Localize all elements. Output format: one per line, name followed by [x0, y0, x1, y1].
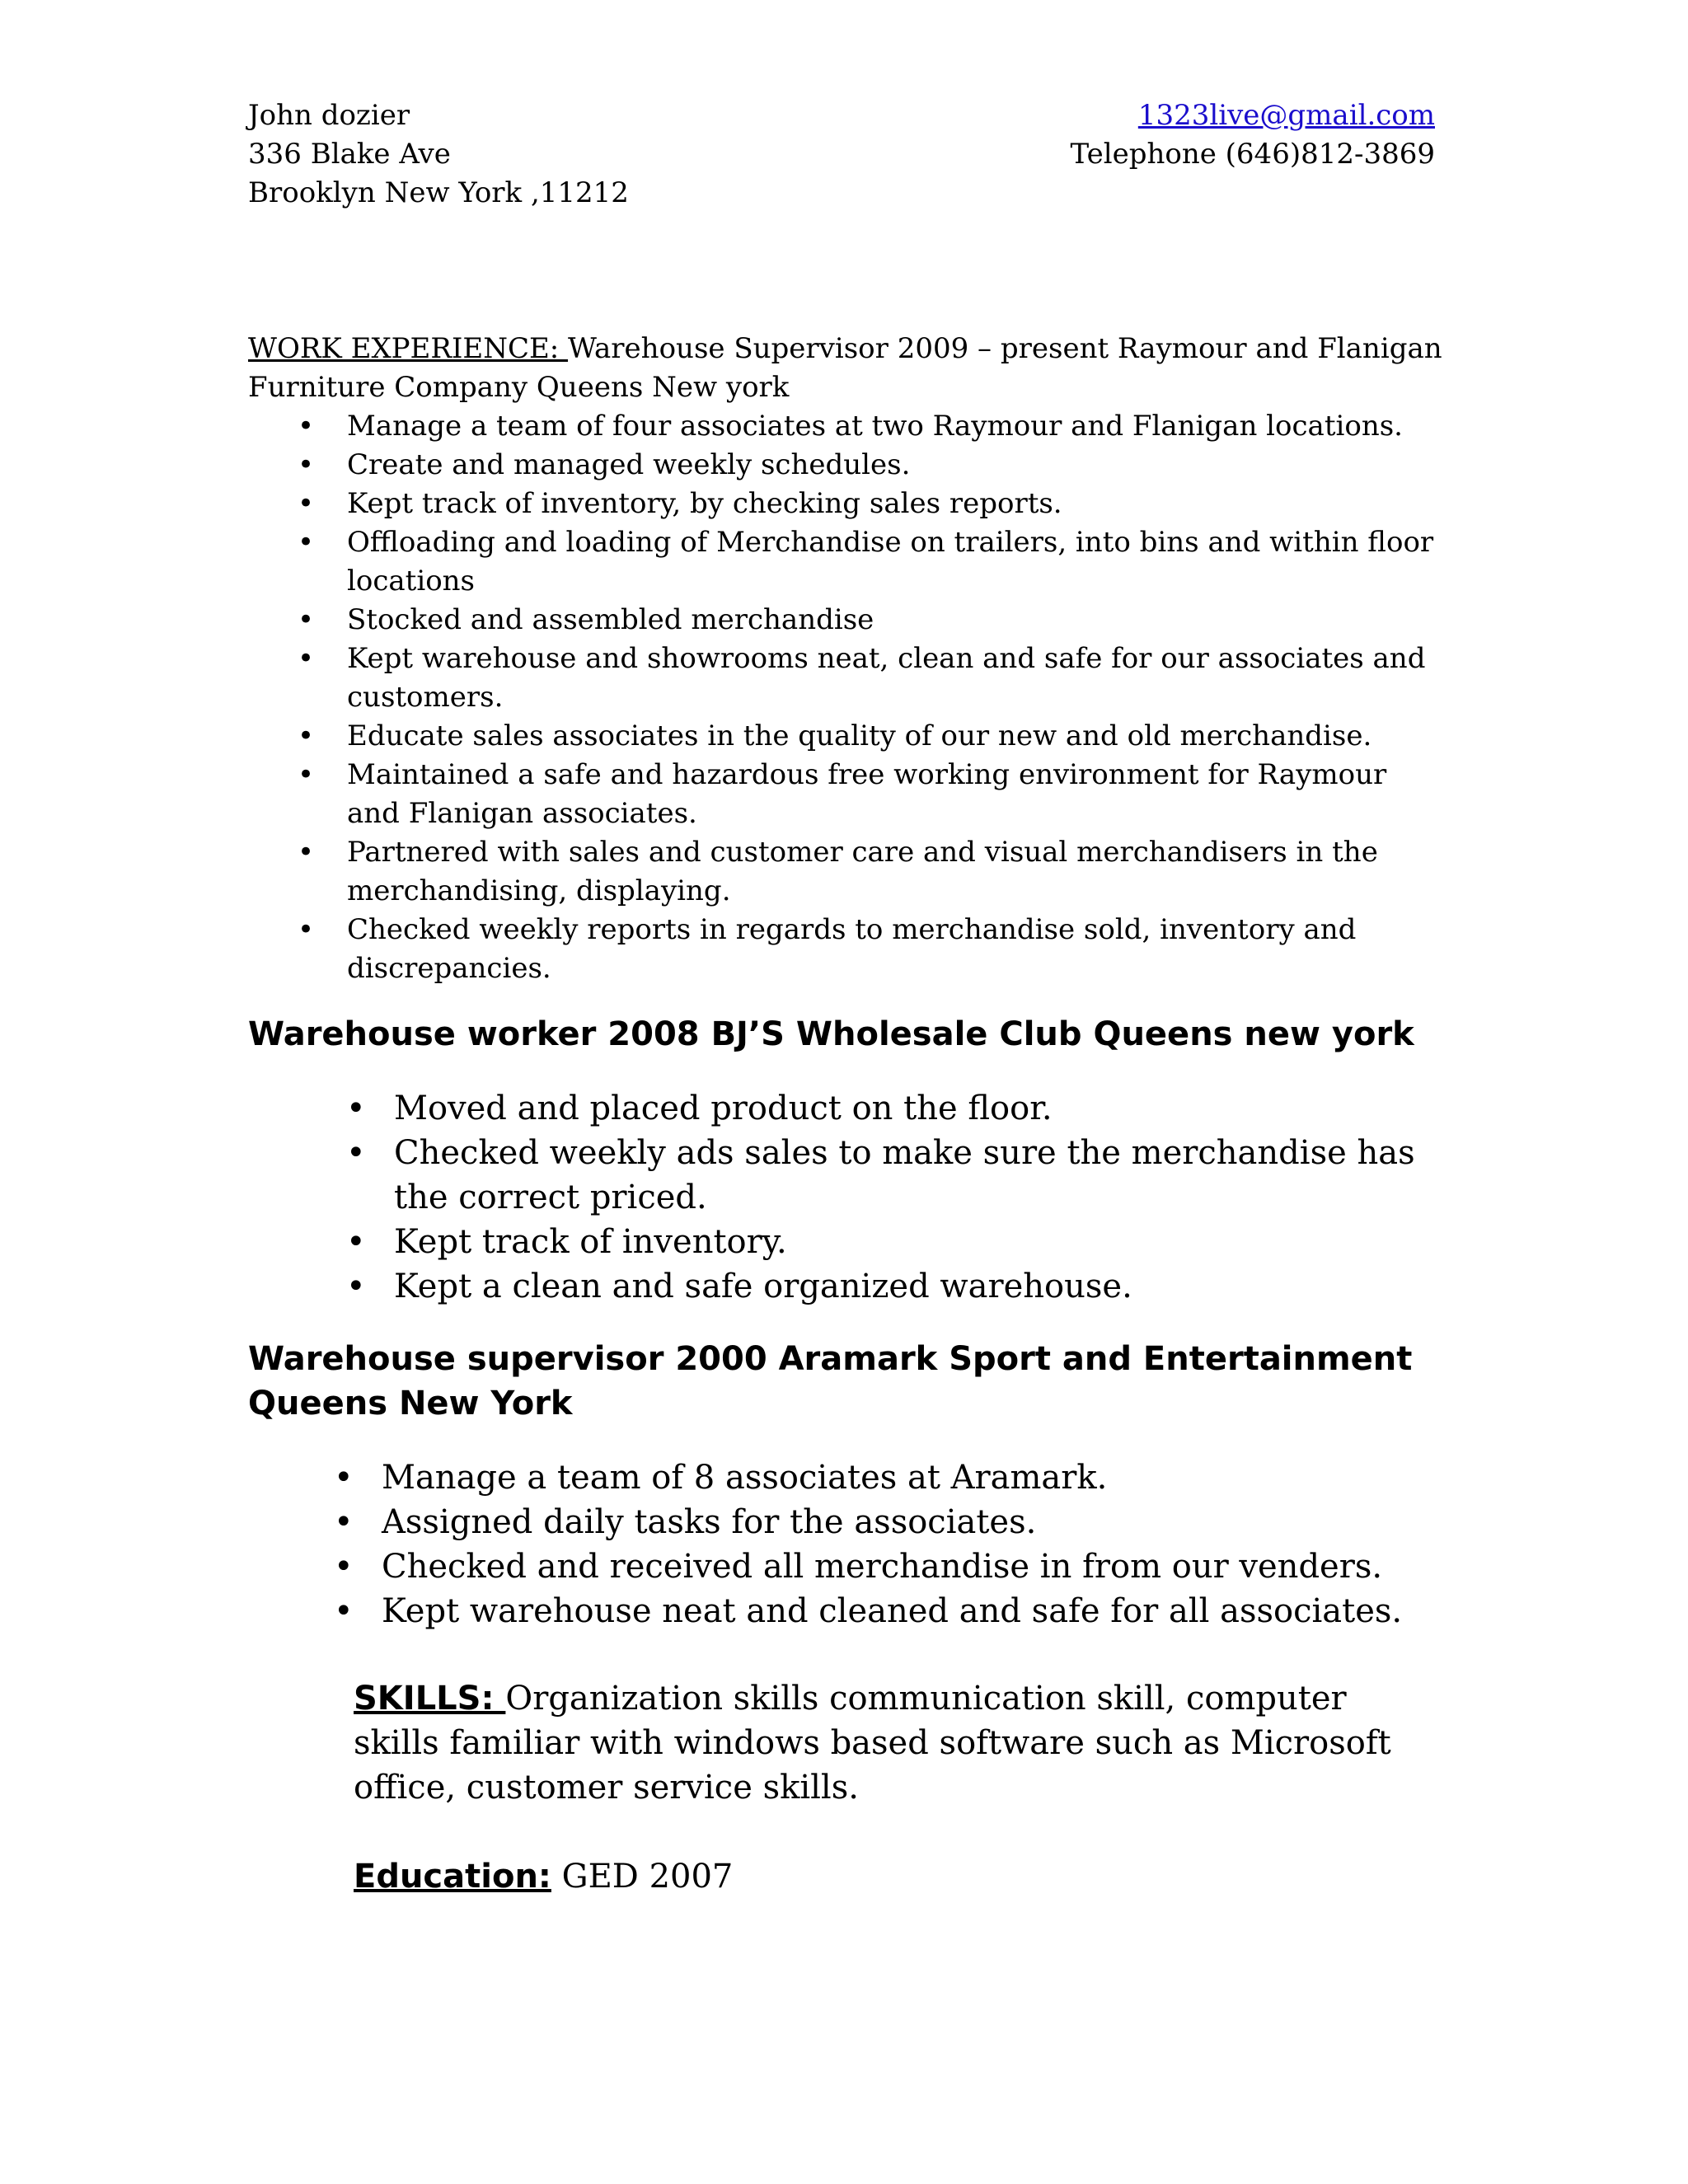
- list-item: • Checked weekly reports in regards to merchandise sold, inventory and discrepancies.: [248, 911, 1443, 988]
- skills-text: Organization skills communication skill, computer skills familiar with windows based software such as Microsoft office, customer service skills.: [354, 1680, 1391, 1807]
- list-item: • Kept track of inventory, by checking sales reports.: [248, 485, 1443, 523]
- job1-title-line2: Furniture Company Queens New york: [248, 371, 790, 404]
- job2-title: Warehouse worker 2008 BJ’S Wholesale Club Queens new york: [248, 1015, 1414, 1053]
- list-item: • Kept warehouse and showrooms neat, clean and safe for our associates and customers.: [248, 640, 1443, 717]
- address-line-1: 336 Blake Ave: [248, 138, 451, 171]
- list-item: • Kept a clean and safe organized warehouse.: [346, 1264, 1442, 1309]
- work-experience-label: WORK EXPERIENCE:: [248, 332, 569, 365]
- job1-title: Warehouse Supervisor 2009 – present Raymour and Flanigan: [568, 332, 1442, 365]
- list-item: • Manage a team of four associates at two Raymour and Flanigan locations.: [248, 407, 1443, 446]
- job1-duties: [248, 407, 1443, 988]
- list-item: • Maintained a safe and hazardous free working environment for Raymour and Flanigan associates.: [248, 756, 1443, 833]
- list-item: • Offloading and loading of Merchandise on trailers, into bins and within floor locations: [248, 523, 1443, 601]
- list-item: • Kept track of inventory.: [346, 1220, 1442, 1264]
- list-item: • Moved and placed product on the floor.: [346, 1086, 1442, 1131]
- list-item: • Partnered with sales and customer care and visual merchandisers in the merchandising, displaying.: [248, 833, 1443, 911]
- skills-section: [354, 1676, 1442, 1810]
- contact-right: [1071, 96, 1435, 174]
- contact-left: [248, 96, 629, 213]
- list-item: • Checked and received all merchandise in from our venders.: [334, 1544, 1455, 1589]
- list-item: • Kept warehouse neat and cleaned and safe for all associates.: [334, 1589, 1455, 1633]
- telephone: Telephone (646)812-3869: [1070, 138, 1435, 171]
- skills-label: SKILLS:: [354, 1680, 506, 1718]
- work-experience-heading: [248, 330, 1443, 407]
- list-item: • Stocked and assembled merchandise: [248, 601, 1443, 640]
- education-label: Education:: [354, 1858, 551, 1896]
- list-item: • Educate sales associates in the quality of our new and old merchandise.: [248, 717, 1443, 756]
- list-item: • Manage a team of 8 associates at Aramark.: [334, 1455, 1455, 1500]
- applicant-name: John dozier: [248, 99, 410, 132]
- job2-duties: [346, 1086, 1442, 1309]
- education-section: [354, 1854, 733, 1899]
- list-item: • Create and managed weekly schedules.: [248, 446, 1443, 485]
- education-text: GED 2007: [551, 1858, 734, 1896]
- job3-title: Warehouse supervisor 2000 Aramark Sport and Entertainment Queens New York: [248, 1340, 1413, 1422]
- list-item: • Assigned daily tasks for the associates.: [334, 1500, 1455, 1544]
- job3-duties: [334, 1455, 1455, 1633]
- list-item: • Checked weekly ads sales to make sure the merchandise has the correct priced.: [346, 1131, 1442, 1220]
- email-link[interactable]: 1323live@gmail.com: [1137, 99, 1435, 132]
- work-experience-section: [248, 330, 1443, 988]
- address-line-2: Brooklyn New York ,11212: [248, 176, 629, 209]
